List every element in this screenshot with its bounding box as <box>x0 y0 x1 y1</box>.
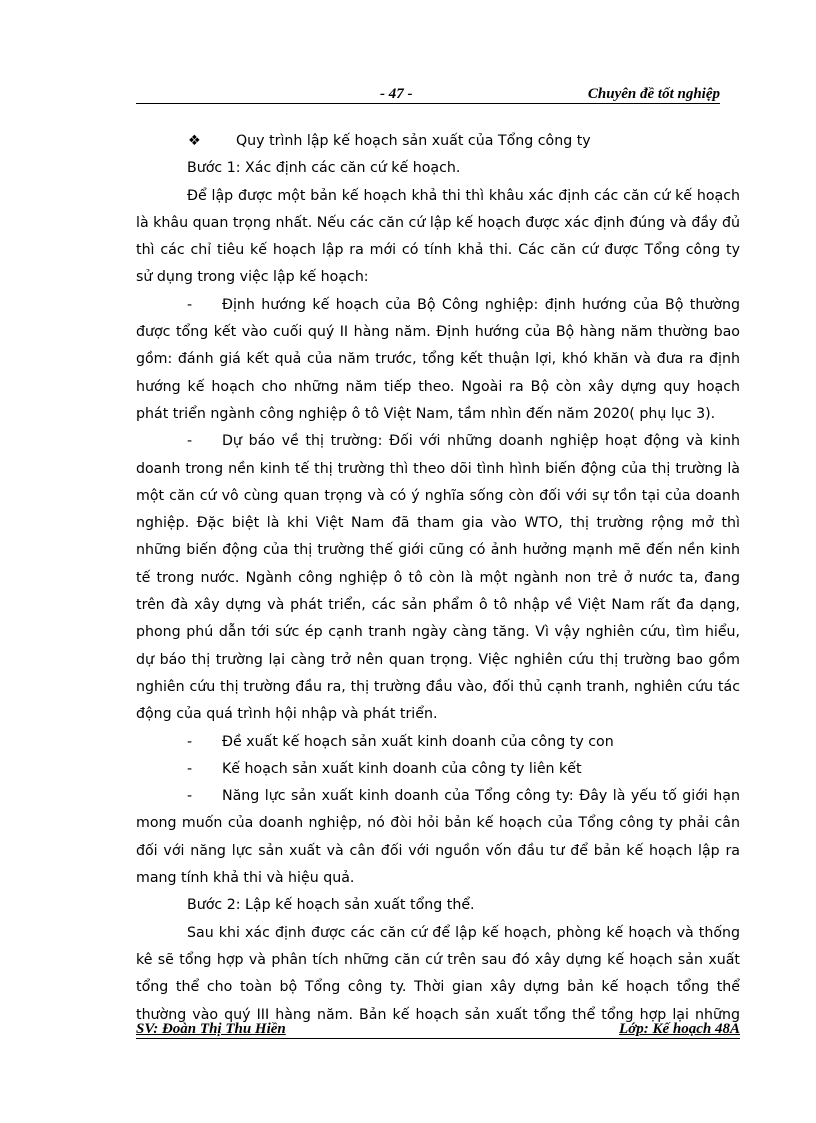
paragraph-line: nghiên cứu thị trường đầu ra, thị trường đầu vào, đối thủ cạnh tranh, nghiên cứu tác <box>136 678 740 695</box>
page-number: - 47 - <box>380 86 413 102</box>
diamond-bullet-icon: ❖ <box>188 133 201 149</box>
dash-marker: - <box>187 788 193 805</box>
dash-marker: - <box>187 733 193 750</box>
paragraph-line: trên đà xây dựng và phát triển, các sản phẩm ô tô nhập về Việt Nam rất đa dạng, <box>136 597 740 614</box>
step-2-heading: Bước 2: Lập kế hoạch sản xuất tổng thể. <box>187 897 475 914</box>
paragraph-line: dự báo thị trường lại càng trở nên quan trọng. Việc nghiên cứu thị trường bao gồm <box>136 651 740 668</box>
paragraph-line: sử dụng trong việc lập kế hoạch: <box>136 269 369 286</box>
document-title: Chuyên đề tốt nghiệp <box>587 86 720 102</box>
dash-item-line: - Năng lực sản xuất kinh doanh của Tổng công ty: Đây là yếu tố giới hạn <box>136 783 740 810</box>
dash-marker: - <box>187 760 193 777</box>
heading-text: Quy trình lập kế hoạch sản xuất của Tổng công ty <box>236 133 591 149</box>
dash-marker: - <box>187 433 193 450</box>
dash-item-line: - Kế hoạch sản xuất kinh doanh của công ty liên kết <box>136 756 740 783</box>
footer-rule <box>136 1038 740 1039</box>
paragraph-line: là khâu quan trọng nhất. Nếu các căn cứ lập kế hoạch được xác định đúng và đầy đủ <box>136 214 740 231</box>
paragraph-line: mong muốn của doanh nghiệp, nó đòi hỏi bản kế hoạch của Tổng công ty phải cân <box>136 815 740 832</box>
paragraph-line: tế trong nước. Ngành công nghiệp ô tô còn là một ngành non trẻ ở nước ta, đang <box>136 569 740 586</box>
header-rule <box>136 103 720 104</box>
paragraph-line: Sau khi xác định được các căn cứ để lập kế hoạch, phòng kế hoạch và thống <box>187 924 740 941</box>
student-name: SV: Đoàn Thị Thu Hiền <box>136 1021 286 1037</box>
paragraph-line: đối với năng lực sản xuất và cân đối với nguồn vốn đầu tư để bản kế hoạch lập ra <box>136 842 740 859</box>
dash-item-line: - Dự báo về thị trường: Đối với những doanh nghiệp hoạt động và kinh <box>136 428 740 455</box>
paragraph-line: phong phú dẫn tới sức ép cạnh tranh ngày càng tăng. Vì vậy nghiên cứu, tìm hiểu, <box>136 624 740 641</box>
dash-item-line: - Đề xuất kế hoạch sản xuất kinh doanh của công ty con <box>136 729 740 756</box>
paragraph-line: một căn cứ vô cùng quan trọng và có ý nghĩa sống còn đối với sự tồn tại của doanh <box>136 487 740 504</box>
paragraph-line: kê sẽ tổng hợp và phân tích những căn cứ trên sau đó xây dựng kế hoạch sản xuất <box>136 951 740 968</box>
bullet-heading <box>136 128 740 155</box>
paragraph-line: gồm: đánh giá kết quả của năm trước, tổng kết thuận lợi, khó khăn và đưa ra định <box>136 351 740 368</box>
paragraph-line: thì các chỉ tiêu kế hoạch lập ra mới có tính khả thi. Các căn cứ được Tổng công ty <box>136 242 740 259</box>
paragraph-line: mang tính khả thi và hiệu quả. <box>136 870 355 887</box>
paragraph-line: những biến động của thị trường thế giới cũng có ảnh hưởng mạnh mẽ đến nền kinh <box>136 542 740 559</box>
dash-marker: - <box>187 296 193 313</box>
dash-item-line: - Định hướng kế hoạch của Bộ Công nghiệp: định hướng của Bộ thường <box>136 292 740 319</box>
paragraph-line: Để lập được một bản kế hoạch khả thi thì khâu xác định các căn cứ kế hoạch <box>187 187 740 204</box>
paragraph-line: động của quá trình hội nhập và phát triển. <box>136 706 438 723</box>
class-name: Lớp: Kế hoạch 48A <box>619 1021 740 1037</box>
paragraph-line: thường vào quý III hàng năm. Bản kế hoạch sản xuất tổng thể tổng hợp lại những <box>136 1006 740 1023</box>
step-1-heading: Bước 1: Xác định các căn cứ kế hoạch. <box>187 160 461 177</box>
paragraph-line: tổng thể cho toàn bộ Tổng công ty. Thời gian xây dựng bản kế hoạch tổng thể <box>136 979 740 996</box>
paragraph-line: doanh trong nền kinh tế thị trường thì theo dõi tình hình biến động của thị trường là <box>136 460 740 477</box>
paragraph-line: phát triển ngành công nghiệp ô tô Việt Nam, tầm nhìn đến năm 2020( phụ lục 3). <box>136 405 716 422</box>
document-body <box>136 128 740 1029</box>
paragraph-line: hướng kế hoạch cho những năm tiếp theo. Ngoài ra Bộ còn xây dựng quy hoạch <box>136 378 740 395</box>
paragraph-line: nghiệp. Đặc biệt là khi Việt Nam đã tham gia vào WTO, thị trường rộng mở thì <box>136 515 740 532</box>
paragraph-line: được tổng kết vào cuối quý II hàng năm. Định hướng của Bộ hàng năm thường bao <box>136 324 740 341</box>
